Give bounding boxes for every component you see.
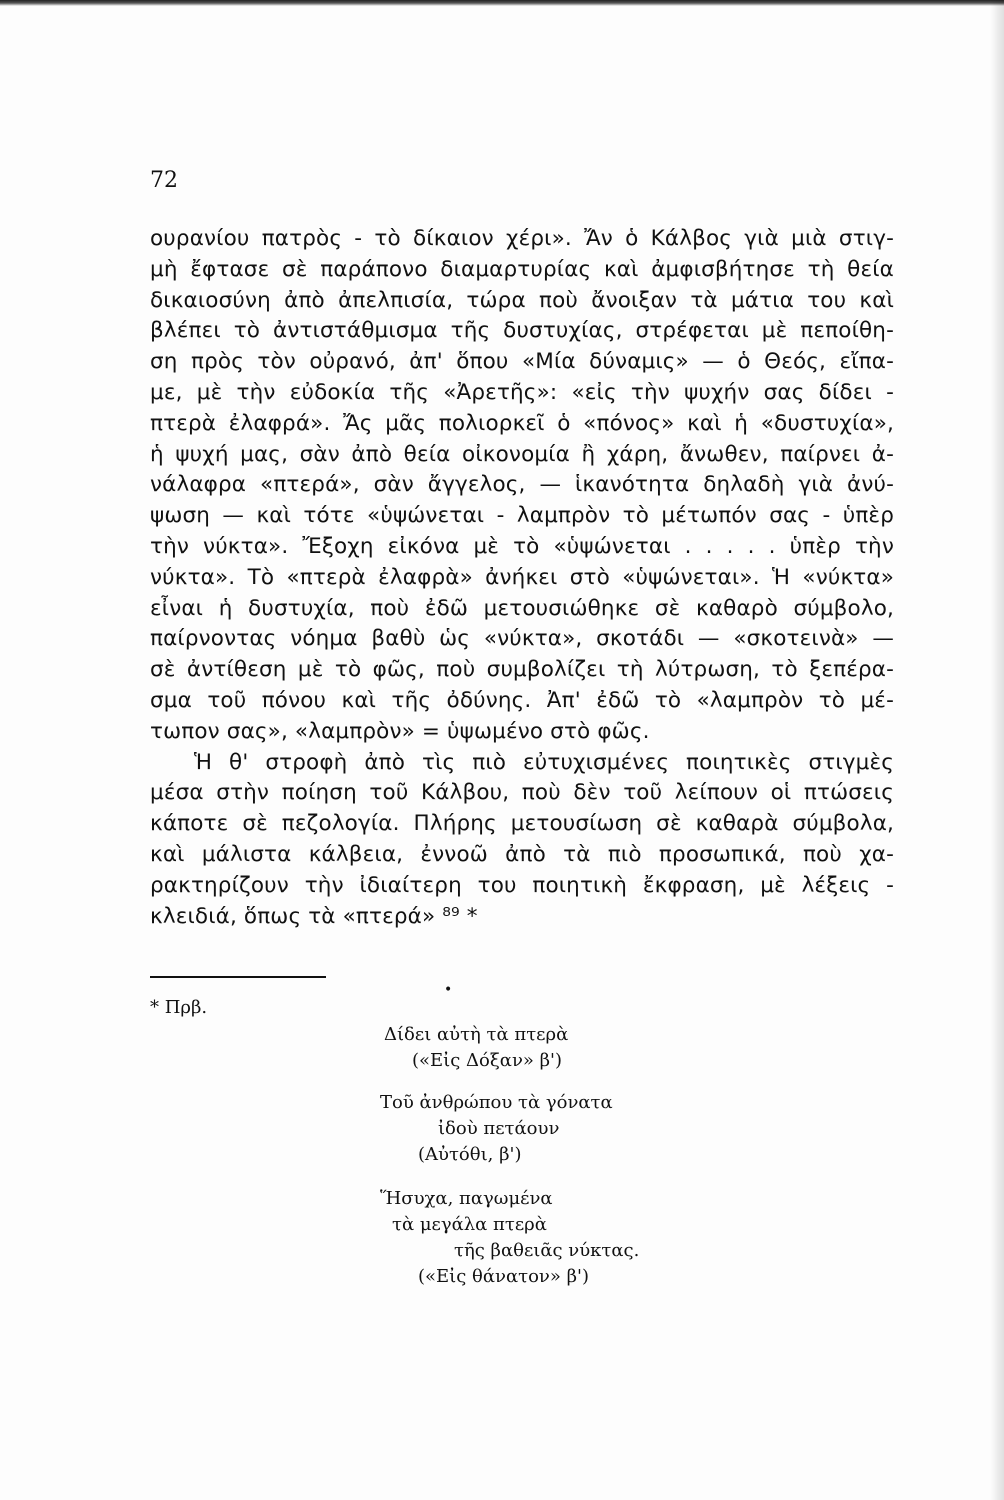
verse-citation: («Εἰς θάνατον» β') (418, 1266, 589, 1287)
paragraph-line: με, μὲ τὴν εὐδοκία τῆς «Ἀρετῆς»: «εἰς τὴν ψυχήν σας δίδει - (150, 379, 894, 405)
page-number: 72 (150, 168, 178, 193)
paragraph-line: ρακτηρίζουν τὴν ἰδιαίτερη του ποιητικὴ ἔκφραση, μὲ λέξεις - (150, 872, 894, 898)
footnote-verse-3 (380, 1186, 639, 1290)
paragraph-line: ση πρὸς τὸν οὐρανό, ἀπ' ὅπου «Μία δύναμις» — ὁ Θεός, εἴπα- (150, 349, 894, 375)
page-right-shadow (990, 0, 1004, 1500)
paragraph-line: μὴ ἔφτασε σὲ παράπονο διαμαρτυρίας καὶ ἀμφισβήτησε τὴ θεία (150, 256, 894, 282)
paragraph-line: ἡ ψυχή μας, σὰν ἀπὸ θεία οἰκονομία ἢ χάρη, ἄνωθεν, παίρνει ἀ- (150, 441, 894, 467)
paragraph-line: κλειδιά, ὅπως τὰ «πτερά» ⁸⁹ * (150, 903, 478, 929)
verse-line: τὰ μεγάλα πτερὰ (392, 1214, 547, 1235)
paragraph-line: νάλαφρα «πτερά», σὰν ἄγγελος, — ἱκανότητα δηλαδὴ γιὰ ἀνύ- (150, 472, 894, 498)
paragraph-line: τωπον σας», «λαμπρὸν» = ὑψωμένο στὸ φῶς. (150, 718, 650, 744)
paragraph-line: τὴν νύκτα». Ἔξοχη εἰκόνα μὲ τὸ «ὑψώνεται . . . . . ὑπὲρ τὴν (150, 533, 894, 559)
verse-line: τῆς βαθειᾶς νύκτας. (454, 1240, 640, 1261)
paragraph-line: ψωση — καὶ τότε «ὑψώνεται - λαμπρὸν τὸ μέτωπόν σας - ὑπὲρ (150, 503, 894, 529)
verse-citation: («Εἰς Δόξαν» β') (412, 1050, 562, 1071)
paragraph-line: νύκτα». Τὸ «πτερὰ ἐλαφρὰ» ἀνήκει στὸ «ὑψώνεται». Ἡ «νύκτα» (150, 564, 894, 590)
paragraph-line: βλέπει τὸ ἀντιστάθμισμα τῆς δυστυχίας, στρέφεται μὲ πεποίθη- (150, 318, 894, 344)
verse-line: ἰδοὺ πετάουν (438, 1118, 560, 1139)
footnote-verse-2 (380, 1090, 613, 1168)
paragraph-line: πτερὰ ἐλαφρά». Ἄς μᾶς πολιορκεῖ ὁ «πόνος» καὶ ἡ «δυστυχία», (150, 410, 894, 436)
footnote-verse-1 (384, 1022, 568, 1074)
paragraph-line: μέσα στὴν ποίηση τοῦ Κάλβου, ποὺ δὲν τοῦ λείπουν οἱ πτώσεις (150, 780, 894, 806)
verse-line: Δίδει αὐτὴ τὰ πτερὰ (384, 1024, 569, 1045)
paragraph-line: σὲ ἀντίθεση μὲ τὸ φῶς, ποὺ συμβολίζει τὴ λύτρωση, τὸ ξεπέρα- (150, 657, 894, 683)
paragraph-line: παίρνοντας νόημα βαθὺ ὡς «νύκτα», σκοτάδι — «σκοτεινὰ» — (150, 626, 894, 652)
paragraph-line: κάποτε σὲ πεζολογία. Πλήρης μετουσίωση σὲ καθαρὰ σύμβολα, (150, 811, 894, 837)
paragraph-line: εἶναι ἡ δυστυχία, ποὺ ἐδῶ μετουσιώθηκε σὲ καθαρὸ σύμβολο, (150, 595, 894, 621)
verse-line: Ἥσυχα, παγωμένα (380, 1188, 553, 1209)
page-top-edge (0, 0, 1004, 6)
footnote-rule (150, 976, 326, 978)
footnote-dot: • (444, 982, 453, 998)
paragraph-line: ουρανίου πατρὸς - τὸ δίκαιον χέρι». Ἄν ὁ Κάλβος γιὰ μιὰ στιγ- (150, 226, 894, 251)
paragraph-line: δικαιοσύνη ἀπὸ ἀπελπισία, τώρα ποὺ ἄνοιξαν τὰ μάτια του καὶ (150, 287, 894, 313)
verse-line: Τοῦ ἀνθρώπου τὰ γόνατα (380, 1092, 613, 1113)
main-text (150, 224, 894, 932)
paragraph-line: Ἡ θ' στροφὴ ἀπὸ τὶς πιὸ εὐτυχισμένες ποιητικὲς στιγμὲς (194, 749, 894, 775)
paragraph-line: σμα τοῦ πόνου καὶ τῆς ὀδύνης. Ἀπ' ἐδῶ τὸ «λαμπρὸν τὸ μέ- (150, 687, 894, 713)
paragraph-line: καὶ μάλιστα κάλβεια, ἐννοῶ ἀπὸ τὰ πιὸ προσωπικά, ποὺ χα- (150, 841, 894, 867)
footnote-label: * Πρβ. (150, 997, 208, 1018)
verse-citation: (Αὐτόθι, β') (418, 1144, 522, 1165)
